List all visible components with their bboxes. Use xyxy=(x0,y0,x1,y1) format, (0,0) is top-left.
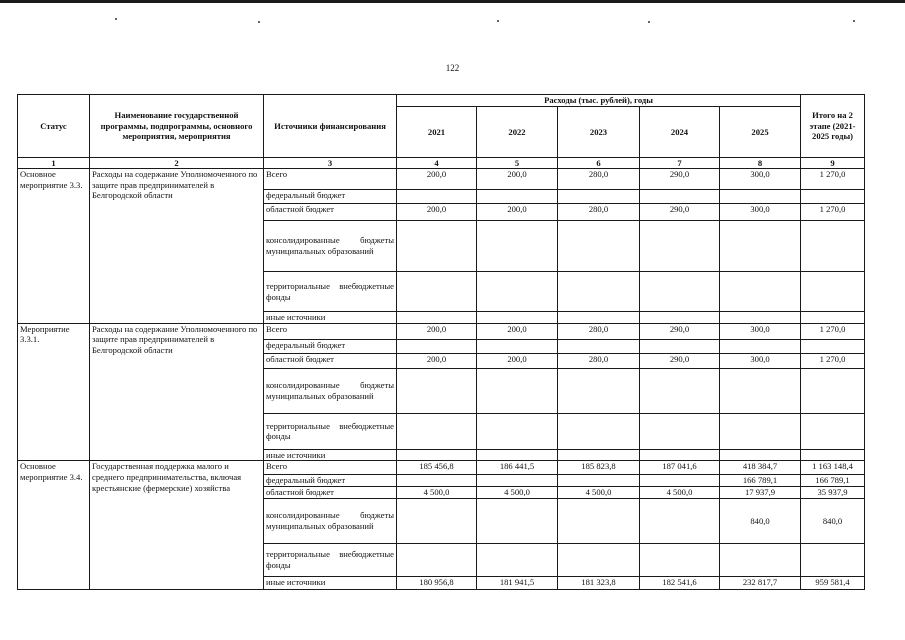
year-value xyxy=(720,221,801,272)
year-value xyxy=(477,221,558,272)
funding-source: территориальные внебюджетные фонды xyxy=(264,543,397,576)
header-year: 2024 xyxy=(640,107,720,158)
year-value: 185 823,8 xyxy=(558,461,640,475)
total-value xyxy=(801,413,865,449)
funding-source: консолидированные бюджеты муниципальных образований xyxy=(264,368,397,413)
total-value xyxy=(801,368,865,413)
scan-speck xyxy=(497,20,499,22)
year-value: 200,0 xyxy=(397,323,477,339)
year-value: 200,0 xyxy=(477,323,558,339)
year-value xyxy=(558,413,640,449)
year-value: 200,0 xyxy=(397,204,477,221)
header-year: 2025 xyxy=(720,107,801,158)
year-value xyxy=(720,272,801,312)
year-value xyxy=(720,413,801,449)
column-index: 9 xyxy=(801,158,865,169)
funding-source: иные источники xyxy=(264,576,397,589)
year-value: 200,0 xyxy=(397,169,477,190)
year-value: 280,0 xyxy=(558,353,640,368)
year-value: 4 500,0 xyxy=(558,487,640,499)
year-value xyxy=(558,498,640,543)
funding-source: федеральный бюджет xyxy=(264,190,397,204)
total-value: 166 789,1 xyxy=(801,475,865,487)
total-value: 1 270,0 xyxy=(801,323,865,339)
column-index: 7 xyxy=(640,158,720,169)
scan-speck xyxy=(853,20,855,22)
scan-speck xyxy=(258,21,260,23)
table-row xyxy=(18,323,865,339)
total-value xyxy=(801,543,865,576)
total-value: 1 270,0 xyxy=(801,204,865,221)
year-value xyxy=(397,190,477,204)
table-row xyxy=(18,169,865,190)
year-value xyxy=(477,498,558,543)
page-number: 122 xyxy=(445,63,460,73)
year-value xyxy=(397,449,477,461)
year-value xyxy=(720,368,801,413)
year-value xyxy=(477,449,558,461)
row-name: Государственная поддержка малого и среднего предпринимательства, включая крестьянские (фермерские) хозяйства xyxy=(90,461,264,589)
funding-source: консолидированные бюджеты муниципальных образований xyxy=(264,221,397,272)
year-value xyxy=(558,312,640,324)
year-value: 300,0 xyxy=(720,169,801,190)
year-value xyxy=(558,475,640,487)
year-value xyxy=(558,449,640,461)
year-value xyxy=(397,272,477,312)
year-value xyxy=(720,190,801,204)
scan-top-edge xyxy=(0,0,905,3)
year-value xyxy=(558,221,640,272)
total-value: 1 163 148,4 xyxy=(801,461,865,475)
column-index: 4 xyxy=(397,158,477,169)
header-expenses: Расходы (тыс. рублей), годы xyxy=(397,95,801,107)
year-value xyxy=(397,543,477,576)
year-value xyxy=(720,312,801,324)
year-value xyxy=(397,368,477,413)
row-name: Расходы на содержание Уполномоченного по защите прав предпринимателей в Белгородской области xyxy=(90,323,264,461)
header-total: Итого на 2 этапе (2021-2025 годы) xyxy=(801,95,865,158)
year-value xyxy=(477,368,558,413)
column-index-row xyxy=(18,158,865,169)
scan-speck xyxy=(115,18,117,20)
year-value xyxy=(640,475,720,487)
year-value: 4 500,0 xyxy=(477,487,558,499)
year-value xyxy=(397,475,477,487)
year-value: 290,0 xyxy=(640,169,720,190)
year-value: 181 323,8 xyxy=(558,576,640,589)
table-row xyxy=(18,461,865,475)
total-value xyxy=(801,312,865,324)
year-value: 186 441,5 xyxy=(477,461,558,475)
row-status: Основное мероприятие 3.3. xyxy=(18,169,90,324)
header-year: 2023 xyxy=(558,107,640,158)
header-status: Статус xyxy=(18,95,90,158)
funding-source: Всего xyxy=(264,461,397,475)
header-name: Наименование государственной программы, подпрограммы, основного мероприятия, мероприятия xyxy=(90,95,264,158)
row-status: Основное мероприятие 3.4. xyxy=(18,461,90,589)
column-index: 1 xyxy=(18,158,90,169)
year-value xyxy=(640,543,720,576)
total-value: 959 581,4 xyxy=(801,576,865,589)
total-value xyxy=(801,339,865,353)
year-value: 300,0 xyxy=(720,204,801,221)
row-name: Расходы на содержание Уполномоченного по защите прав предпринимателей в Белгородской области xyxy=(90,169,264,324)
funding-source: федеральный бюджет xyxy=(264,475,397,487)
funding-source: федеральный бюджет xyxy=(264,339,397,353)
header-sources: Источники финансирования xyxy=(264,95,397,158)
year-value: 185 456,8 xyxy=(397,461,477,475)
year-value xyxy=(477,312,558,324)
year-value xyxy=(720,449,801,461)
year-value xyxy=(477,543,558,576)
year-value xyxy=(558,339,640,353)
year-value: 280,0 xyxy=(558,169,640,190)
year-value xyxy=(640,339,720,353)
year-value xyxy=(558,543,640,576)
year-value: 180 956,8 xyxy=(397,576,477,589)
year-value xyxy=(477,190,558,204)
funding-source: территориальные внебюджетные фонды xyxy=(264,272,397,312)
year-value xyxy=(397,339,477,353)
column-index: 6 xyxy=(558,158,640,169)
total-value: 35 937,9 xyxy=(801,487,865,499)
year-value xyxy=(558,272,640,312)
funding-source: территориальные внебюджетные фонды xyxy=(264,413,397,449)
funding-source: консолидированные бюджеты муниципальных образований xyxy=(264,498,397,543)
year-value xyxy=(397,221,477,272)
year-value xyxy=(397,312,477,324)
header-year: 2022 xyxy=(477,107,558,158)
total-value xyxy=(801,190,865,204)
year-value xyxy=(477,272,558,312)
year-value xyxy=(640,368,720,413)
column-index: 8 xyxy=(720,158,801,169)
year-value: 280,0 xyxy=(558,204,640,221)
total-value: 1 270,0 xyxy=(801,353,865,368)
year-value: 187 041,6 xyxy=(640,461,720,475)
year-value: 17 937,9 xyxy=(720,487,801,499)
total-value: 840,0 xyxy=(801,498,865,543)
funding-source: Всего xyxy=(264,323,397,339)
scan-speck xyxy=(648,21,650,23)
funding-source: областной бюджет xyxy=(264,353,397,368)
year-value: 166 789,1 xyxy=(720,475,801,487)
year-value: 290,0 xyxy=(640,204,720,221)
year-value: 418 384,7 xyxy=(720,461,801,475)
year-value xyxy=(640,498,720,543)
year-value xyxy=(640,272,720,312)
year-value xyxy=(558,190,640,204)
year-value xyxy=(640,413,720,449)
row-status: Мероприятие 3.3.1. xyxy=(18,323,90,461)
budget-table xyxy=(17,94,865,590)
year-value: 4 500,0 xyxy=(640,487,720,499)
year-value: 232 817,7 xyxy=(720,576,801,589)
year-value xyxy=(477,413,558,449)
year-value xyxy=(720,543,801,576)
column-index: 2 xyxy=(90,158,264,169)
year-value xyxy=(477,339,558,353)
funding-source: областной бюджет xyxy=(264,487,397,499)
year-value: 200,0 xyxy=(477,353,558,368)
funding-source: областной бюджет xyxy=(264,204,397,221)
total-value xyxy=(801,272,865,312)
year-value: 181 941,5 xyxy=(477,576,558,589)
funding-source: иные источники xyxy=(264,449,397,461)
year-value xyxy=(640,221,720,272)
year-value: 4 500,0 xyxy=(397,487,477,499)
funding-source: Всего xyxy=(264,169,397,190)
total-value xyxy=(801,449,865,461)
year-value: 300,0 xyxy=(720,353,801,368)
year-value xyxy=(397,413,477,449)
year-value: 182 541,6 xyxy=(640,576,720,589)
year-value: 280,0 xyxy=(558,323,640,339)
year-value xyxy=(477,475,558,487)
total-value xyxy=(801,221,865,272)
year-value: 200,0 xyxy=(397,353,477,368)
total-value: 1 270,0 xyxy=(801,169,865,190)
column-index: 5 xyxy=(477,158,558,169)
year-value: 290,0 xyxy=(640,323,720,339)
year-value xyxy=(640,190,720,204)
year-value: 840,0 xyxy=(720,498,801,543)
year-value: 200,0 xyxy=(477,169,558,190)
year-value: 290,0 xyxy=(640,353,720,368)
column-index: 3 xyxy=(264,158,397,169)
year-value: 300,0 xyxy=(720,323,801,339)
header-year: 2021 xyxy=(397,107,477,158)
year-value xyxy=(397,498,477,543)
year-value: 200,0 xyxy=(477,204,558,221)
year-value xyxy=(720,339,801,353)
funding-source: иные источники xyxy=(264,312,397,324)
year-value xyxy=(640,449,720,461)
year-value xyxy=(640,312,720,324)
year-value xyxy=(558,368,640,413)
